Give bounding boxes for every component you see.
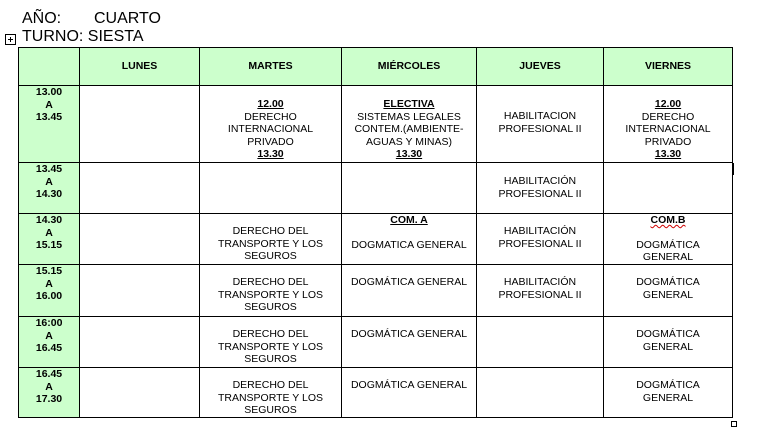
cell-viernes (604, 163, 733, 214)
table-move-handle-icon[interactable] (5, 34, 16, 45)
time-cell (19, 163, 80, 214)
time-cell (19, 368, 80, 418)
cell-viernes (604, 317, 733, 368)
cell-miercoles (342, 163, 477, 214)
time-end: 17.30 (35, 393, 63, 405)
time-start: 13.45 (35, 163, 63, 175)
cell-miercoles (342, 214, 477, 265)
cell-jueves (477, 368, 604, 418)
cell-martes (200, 317, 342, 368)
time-cell (19, 86, 80, 163)
class-subject: DERECHO INTERNACIONAL PRIVADO (227, 110, 314, 148)
table-row (19, 368, 733, 418)
cell-jueves (477, 86, 604, 163)
class-end-time: 13.30 (395, 148, 423, 160)
table-row (19, 214, 733, 265)
class-subject: SISTEMAS LEGALES CONTEM.(AMBIENTE-AGUAS Y MINAS) (354, 110, 464, 148)
cell-martes (200, 368, 342, 418)
schedule-table (18, 47, 733, 418)
class-subject: DERECHO DEL TRANSPORTE Y LOS SEGUROS (217, 328, 324, 365)
class-subject: DOGMÁTICA GENERAL (350, 379, 468, 391)
table-row (19, 163, 733, 214)
class-elective-label: ELECTIVA (383, 98, 435, 110)
cell-viernes (604, 214, 733, 265)
cell-viernes (604, 265, 733, 317)
cell-martes (200, 163, 342, 214)
time-end: 16.00 (35, 290, 63, 302)
time-cell (19, 265, 80, 317)
cell-lunes (80, 86, 200, 163)
cell-miercoles (342, 265, 477, 317)
cell-jueves (477, 265, 604, 317)
time-end: 13.45 (35, 111, 63, 123)
day-header-jueves: JUEVES (477, 48, 604, 86)
time-sep: A (45, 226, 53, 239)
time-cell (19, 214, 80, 265)
cell-lunes (80, 265, 200, 317)
table-row (19, 317, 733, 368)
class-subject: DOGMÁTICA GENERAL (350, 276, 468, 288)
time-start: 15.15 (35, 265, 63, 277)
time-end: 15.15 (35, 239, 63, 251)
cell-miercoles (342, 368, 477, 418)
class-subject: DERECHO DEL TRANSPORTE Y LOS SEGUROS (217, 276, 324, 313)
class-commission-label: COM.B (650, 214, 686, 226)
day-header-lunes: LUNES (80, 48, 200, 86)
class-subject: HABILITACIÓN PROFESIONAL II (498, 276, 582, 301)
cell-boundary-marker (732, 163, 734, 175)
time-cell (19, 317, 80, 368)
time-start: 16.45 (35, 368, 63, 380)
class-subject: DOGMÁTICA GENERAL (636, 276, 700, 301)
cell-viernes (604, 86, 733, 163)
time-end: 14.30 (35, 188, 63, 200)
table-resize-handle-icon[interactable] (731, 421, 737, 427)
class-subject: DERECHO DEL TRANSPORTE Y LOS SEGUROS (217, 225, 324, 262)
class-start-time: 12.00 (257, 98, 284, 110)
time-sep: A (45, 175, 53, 188)
cell-martes (200, 265, 342, 317)
time-sep: A (45, 98, 53, 111)
class-end-time: 13.30 (257, 148, 284, 160)
day-header-viernes: VIERNES (604, 48, 733, 86)
day-header-miercoles: MIÉRCOLES (342, 48, 477, 86)
cell-jueves (477, 214, 604, 265)
cell-miercoles (342, 317, 477, 368)
cell-lunes (80, 317, 200, 368)
year-line (22, 10, 161, 28)
cell-lunes (80, 368, 200, 418)
corner-cell (19, 48, 80, 86)
cell-lunes (80, 214, 200, 265)
class-subject: HABILITACION PROFESIONAL II (498, 110, 582, 135)
class-subject: DOGMÁTICA GENERAL (350, 328, 468, 340)
day-header-martes: MARTES (200, 48, 342, 86)
time-sep: A (45, 329, 53, 342)
class-subject: HABILITACIÓN PROFESIONAL II (498, 175, 582, 200)
class-subject: DOGMÁTICA GENERAL (636, 238, 700, 263)
cell-martes (200, 214, 342, 265)
time-start: 16:00 (35, 317, 63, 329)
time-sep: A (45, 380, 53, 393)
class-start-time: 12.00 (654, 98, 682, 110)
table-row (19, 265, 733, 317)
cell-viernes (604, 368, 733, 418)
header-row (19, 48, 733, 86)
time-start: 13.00 (35, 86, 63, 98)
class-subject: HABILITACIÓN PROFESIONAL II (498, 225, 582, 250)
class-end-time: 13.30 (654, 148, 682, 160)
year-label: AÑO: (22, 10, 62, 27)
shift-line: TURNO: SIESTA (22, 28, 144, 45)
time-start: 14.30 (35, 214, 63, 226)
class-subject: DOGMATICA GENERAL (351, 238, 467, 251)
table-row (19, 86, 733, 163)
cell-miercoles (342, 86, 477, 163)
year-value: CUARTO (94, 10, 161, 27)
cell-lunes (80, 163, 200, 214)
class-subject: DERECHO DEL TRANSPORTE Y LOS SEGUROS (217, 379, 324, 416)
class-subject: DOGMÁTICA GENERAL (636, 328, 700, 353)
class-subject: DOGMÁTICA GENERAL (636, 379, 700, 404)
cell-martes (200, 86, 342, 163)
class-subject: DERECHO INTERNACIONAL PRIVADO (625, 110, 711, 148)
class-commission-label: COM. A (390, 214, 428, 226)
cell-jueves (477, 163, 604, 214)
cell-jueves (477, 317, 604, 368)
time-end: 16.45 (35, 342, 63, 354)
time-sep: A (45, 277, 53, 290)
